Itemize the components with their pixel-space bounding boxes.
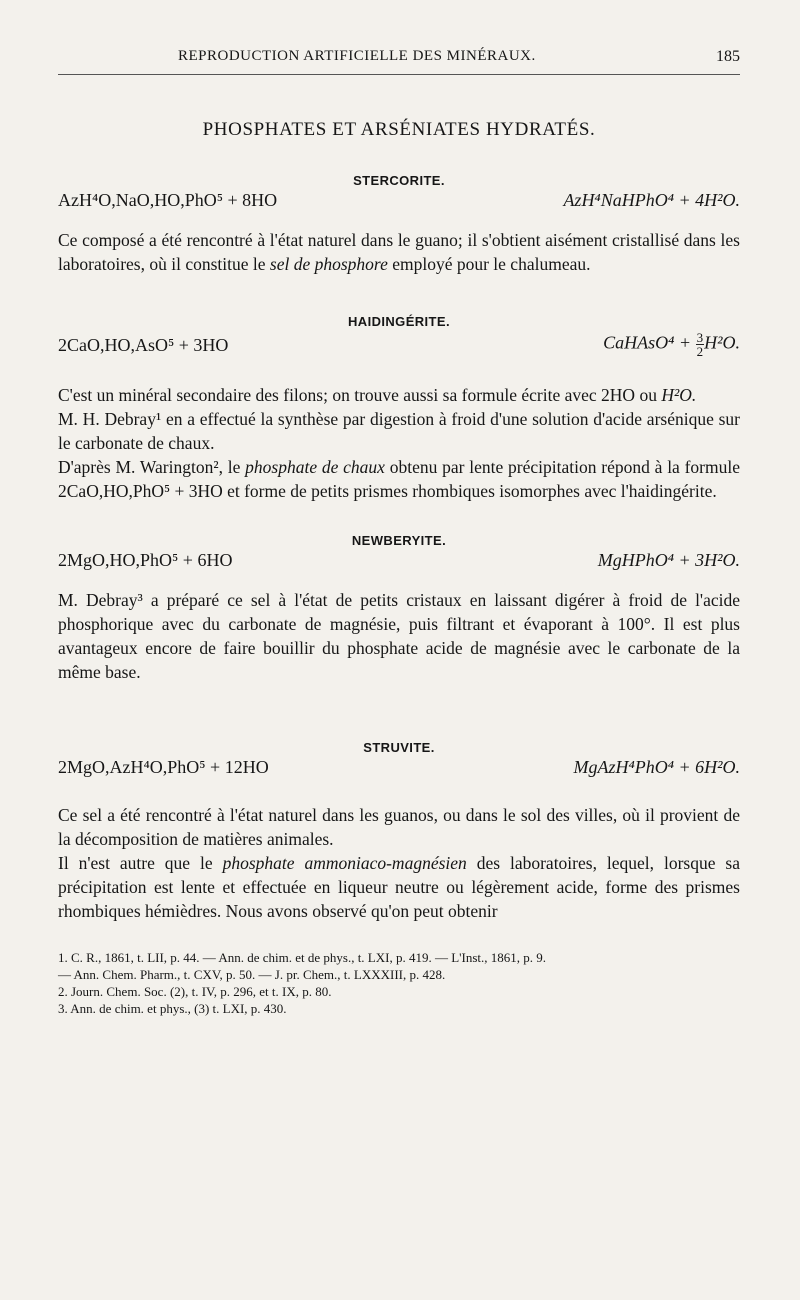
formula-atomic: AzH⁴NaHPhO⁴ + 4H²O. (563, 190, 740, 210)
formula-dualist: AzH⁴O,NaO,HO,PhO⁵ + 8HO (58, 190, 278, 210)
footnote-1-cont: — Ann. Chem. Pharm., t. CXV, p. 50. — J. pr. Chem., t. LXXXIII, p. 428. (58, 967, 446, 982)
formula-dualist: 2MgO,HO,PhO⁵ + 6HO (58, 550, 233, 570)
mineral-heading-haidingerite: HAIDINGÉRITE. (348, 314, 450, 329)
formula-struvite (58, 757, 740, 781)
formula-stercorite (58, 190, 740, 214)
page (58, 40, 740, 1017)
paragraph: Il n'est autre que le phosphate ammoniaco-magnésien des laboratoires, lequel, lorsque sa précipitation est lente et effectuée en liqueur neutre ou légèrement acide, forme des prismes rhombiques hémièdres. Nous avons observé qu'on peut obtenir (58, 853, 740, 921)
paragraph: Ce sel a été rencontré à l'état naturel dans les guanos, ou dans le sol des villes, où il provient de la décomposition de matières animales. (58, 805, 740, 849)
paragraph: Ce composé a été rencontré à l'état naturel dans le guano; il s'obtient aisément cristallisé dans les laboratoires, où il constitue le sel de phosphore employé pour le chalumeau. (58, 230, 740, 274)
section-title: PHOSPHATES ET ARSÉNIATES HYDRATÉS. (202, 119, 596, 140)
running-header (58, 40, 740, 75)
formula-haidingerite (58, 331, 740, 361)
footnotes (58, 949, 740, 1017)
paragraph: M. Debray³ a préparé ce sel à l'état de petits cristaux en laissant digérer à froid de l'acide phosphorique avec du carbonate de magnésie, puis filtrant et évaporant à 100°. Il est plus avantageux encore de faire bouillir du phosphate acide de magnésie avec le carbonate de la même base. (58, 590, 740, 682)
footnote-3: 3. Ann. de chim. et phys., (3) t. LXI, p. 430. (58, 1001, 287, 1016)
paragraph: M. H. Debray¹ en a effectué la synthèse par digestion à froid d'une solution d'acide arsénique sur le carbonate de chaux. (58, 409, 740, 453)
footnote-1: 1. C. R., 1861, t. LII, p. 44. — Ann. de chim. et de phys., t. LXI, p. 419. — L'Inst., 1861, p. 9. (58, 950, 547, 965)
mineral-heading-struvite: STRUVITE. (363, 740, 435, 755)
paragraph: D'après M. Warington², le phosphate de chaux obtenu par lente précipitation répond à la formule 2CaO,HO,PhO⁵ + 3HO et forme de petits prismes rhombiques isomorphes avec l'haidingérite. (58, 457, 740, 501)
page-number: 185 (716, 48, 740, 65)
formula-atomic: MgAzH⁴PhO⁴ + 6H²O. (573, 757, 740, 777)
fraction: $\frac{3}{2}$ (696, 330, 704, 359)
formula-atomic: CaHAsO⁴ + $\frac{3}{2}$ H²O. (603, 330, 740, 359)
footnote-2: 2. Journ. Chem. Soc. (2), t. IV, p. 296, et t. IX, p. 80. (58, 984, 332, 999)
formula-dualist: 2CaO,HO,AsO⁵ + 3HO (58, 335, 229, 355)
formula-dualist: 2MgO,AzH⁴O,PhO⁵ + 12HO (58, 757, 269, 777)
formula-newberyite (58, 550, 740, 574)
paragraph: C'est un minéral secondaire des filons; on trouve aussi sa formule écrite avec 2HO ou H²O. (58, 385, 697, 405)
mineral-heading-stercorite: STERCORITE. (353, 173, 445, 188)
mineral-heading-newberyite: NEWBERYITE. (351, 533, 447, 548)
formula-atomic: MgHPhO⁴ + 3H²O. (597, 550, 740, 570)
running-title: REPRODUCTION ARTIFICIELLE DES MINÉRAUX. (178, 48, 536, 64)
